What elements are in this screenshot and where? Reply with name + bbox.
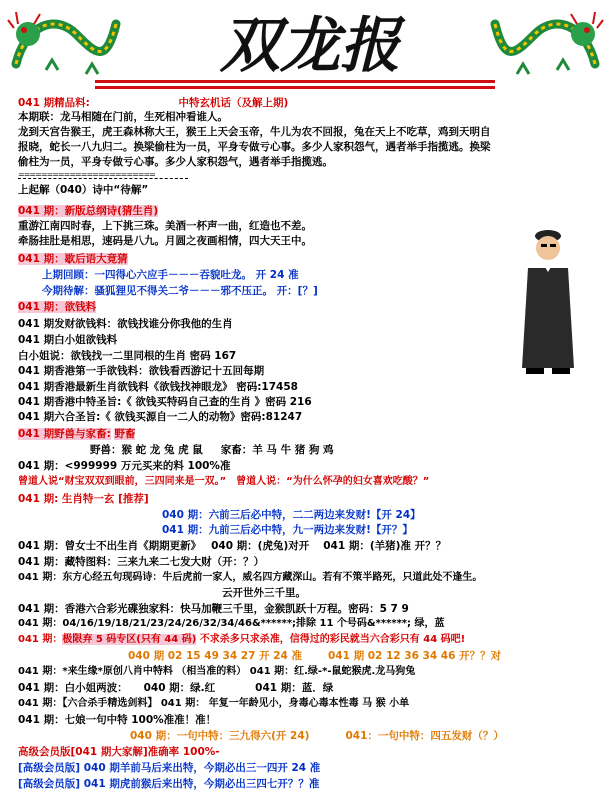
issue-label: 041 期精品料: bbox=[18, 97, 90, 109]
line-29: 041 期：曾女士不出生肖《期期更新》 040 期：(虎兔)对开 041 期：(羊猪)准 开？？ bbox=[18, 540, 447, 552]
line-41: 040 期：一句中特：三九得六(开 24) 041：一句中特：四五发财（？） bbox=[130, 730, 504, 742]
section-title: 中特玄机话（及解上期) bbox=[178, 97, 289, 109]
line-23: 野兽：猴 蛇 龙 兔 虎 鼠 家畜：羊 马 牛 猪 狗 鸡 bbox=[90, 444, 334, 456]
line-16: 041 期白小姐欲钱料 bbox=[18, 334, 118, 346]
line-04: 报晓，蛇长一八九归二。换梁偷柱为一员，平身专做亏心事。多少人家积怨气，遇者举手指揽逃。换梁 bbox=[18, 141, 491, 153]
header-rule-bottom bbox=[95, 86, 495, 89]
header bbox=[0, 0, 609, 92]
divider-equals: ======================== bbox=[18, 170, 155, 179]
line-40: 041 期：七娘一句中特 100%准准！准！ bbox=[18, 714, 217, 726]
line-13: 今期待解：骚狐狸见不得关二爷－－－邪不压正。 开：[？] bbox=[42, 285, 318, 297]
line-24: 041 期：<999999 万元买来的料 100%准 bbox=[18, 460, 231, 472]
line-26: 041 期: 生肖特一玄 [推荐] bbox=[18, 493, 149, 505]
line-11: 041 期：歇后语大竟猜 bbox=[18, 253, 128, 265]
line-36: 040 期 02 15 49 34 27 开 24 准 041 期 02 12 36 34 46 开？？对 bbox=[128, 650, 502, 662]
line-18: 041 期香港第一手欲钱料：欲钱看西游记十五回每期 bbox=[18, 365, 265, 377]
line-27: 040 期：六前三后必中特，二二两边来发财!【开 24】 bbox=[162, 509, 421, 521]
line-20: 041 期香港中特圣旨:《 欲钱买特码自己查的生肖 》密码 216 bbox=[18, 396, 312, 408]
dragon-left-icon bbox=[6, 4, 124, 82]
line-01 bbox=[18, 96, 288, 110]
divider-dashed bbox=[18, 178, 188, 179]
line-31: 041 期：东方心经五句现码诗：牛后虎前一家人，威名四方藏深山。若有不策半路死，只道此处不逢生。 bbox=[18, 572, 483, 583]
page-title: 双龙报 bbox=[220, 11, 400, 78]
line-22: 041 期野兽与家畜: 野畜 bbox=[18, 428, 136, 440]
line-21: 041 期六合圣旨:《 欲钱买源自一二人的动物》密码:81247 bbox=[18, 411, 303, 423]
line-07: 上起解（040）诗中“待解” bbox=[18, 184, 149, 196]
line-17: 白小姐说：欲钱找一二里同根的生肖 密码 167 bbox=[18, 350, 237, 362]
line-42: 高级会员版[041 期大家解]准确率 100%- bbox=[18, 746, 220, 758]
line-44: [高级会员版] 041 期虎前猴后来出特，今期必出三四七开？？准 bbox=[18, 778, 320, 790]
line-30: 041 期：藏特图料：三来九来二七发大财（开：？） bbox=[18, 556, 265, 568]
line-09: 重游江南四时春，上下挑三珠。美酒一杯声一曲，红造也不差。 bbox=[18, 220, 312, 232]
line-33: 041 期：香港六合彩光碟独家料：快马加鞭三千里，金猴凯跃十万程。密码：5 7 9 bbox=[18, 603, 409, 615]
line-14: 041 期：欲钱料 bbox=[18, 301, 97, 313]
line-28: 041 期：九前三后必中特，九一两边来发财!【开？】 bbox=[162, 524, 413, 536]
line-39: 041 期：【六合杀手精选剑料】 041 期： 年复一年龄见小，身毒心毒本性毒 马 猴 小单 bbox=[18, 698, 410, 709]
person-figure-icon bbox=[508, 218, 588, 378]
line-15: 041 期发财欲钱料：欲钱找谁分你我他的生肖 bbox=[18, 318, 233, 330]
line-05: 偷柱为一员，平身专做亏心事。多少人家积怨气，遇者举手指揽逃。 bbox=[18, 156, 333, 168]
line-35: 041 期：极限弃 5 码专区(只有 44 码) 不求杀多只求杀准，信得过的彩民就当六合彩只有 44 码吧! bbox=[18, 634, 466, 645]
line-12: 上期回顾：一四得心六应手－－－吞貌吐龙。 开 24 准 bbox=[42, 269, 299, 281]
line-19: 041 期香港最新生肖欲钱料《欲钱找神眼龙》 密码:17458 bbox=[18, 381, 298, 393]
line-02: 本期联：龙马相随在门前，生死相冲看谁人。 bbox=[18, 111, 228, 123]
dragon-right-icon bbox=[487, 4, 605, 82]
line-37: 041 期：*来生缘*原创八肖中特料 （相当准的料） 041 期：红.绿-*-鼠蛇猴虎.龙马狗兔 bbox=[18, 666, 416, 677]
line-32: 云开世外三千里。 bbox=[222, 587, 306, 599]
line-03: 龙到天宫告猴王，虎王森林称大王，猴王上天会玉帝，牛儿为农不回报，兔在天上不吃草，鸡到天明自 bbox=[18, 126, 491, 138]
line-43: [高级会员版] 040 期羊前马后来出特，今期必出三一四开 24 准 bbox=[18, 762, 321, 774]
line-08: 041 期：新版总纲诗(猜生肖) bbox=[18, 205, 159, 217]
title-logo bbox=[165, 8, 455, 78]
header-rule-top bbox=[95, 80, 495, 83]
line-10: 牵肠挂肚是相思，速码是八九。月圆之夜画相情，四大天王中。 bbox=[18, 235, 312, 247]
line-25: 曾道人说“财宝双双到眼前，三四同来是一双。” 曾道人说：“为什么怀孕的妇女喜欢吃酸？” bbox=[18, 476, 430, 487]
line-34: 041 期：04/16/19/18/21/23/24/26/32/34/46&******;排除 11 个号码&******; 绿，蓝 bbox=[18, 618, 445, 629]
line-38: 041 期：白小姐两波： 040 期：绿.红 041 期：蓝．绿 bbox=[18, 682, 334, 694]
